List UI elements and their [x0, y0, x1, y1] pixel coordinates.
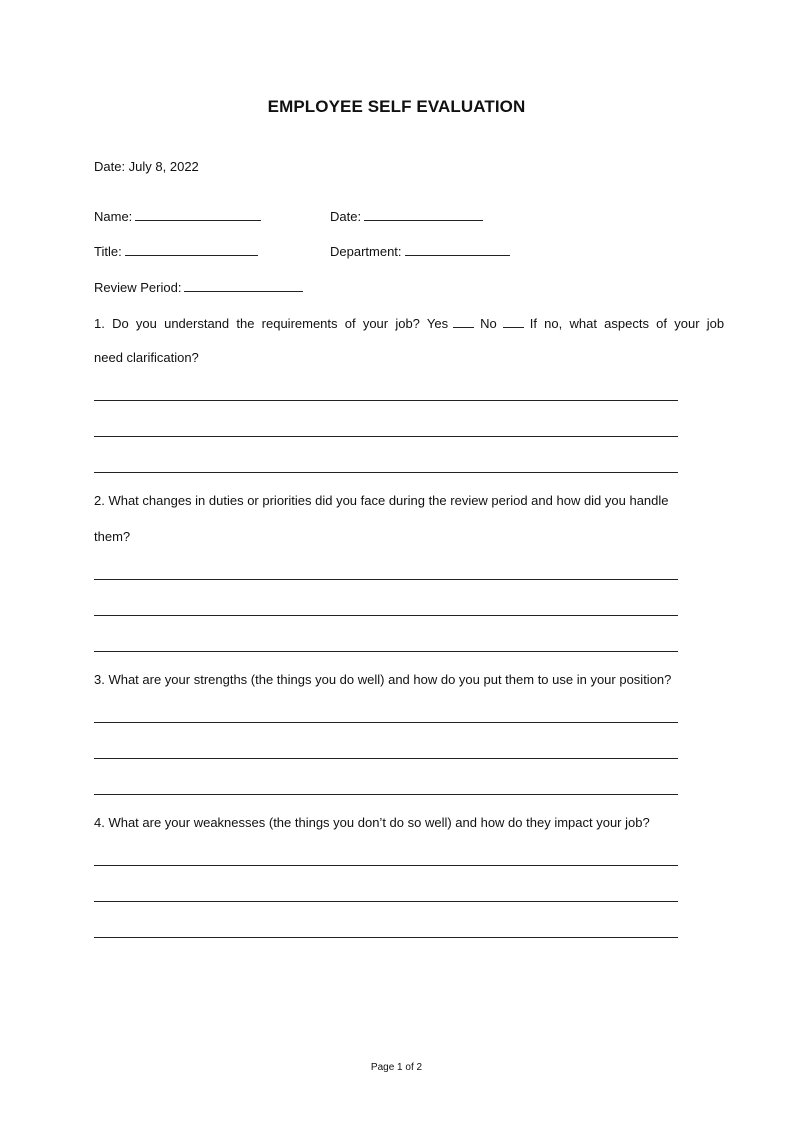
- answer-line[interactable]: [94, 758, 678, 759]
- name-label: Name:: [94, 209, 133, 224]
- title-field: [94, 242, 258, 259]
- date-field: [330, 207, 483, 224]
- name-field: [94, 207, 261, 224]
- yes-blank[interactable]: [453, 314, 474, 328]
- department-field: [330, 242, 510, 259]
- page-title: EMPLOYEE SELF EVALUATION: [267, 97, 526, 116]
- department-label: Department:: [330, 244, 402, 259]
- title-blank[interactable]: [125, 242, 258, 256]
- question-1-tail: If no, what aspects of your job: [529, 316, 725, 331]
- answer-line[interactable]: [94, 722, 678, 723]
- answer-line[interactable]: [94, 865, 678, 866]
- answer-line[interactable]: [94, 937, 678, 938]
- date-label: Date:: [330, 209, 362, 224]
- department-blank[interactable]: [405, 242, 510, 256]
- answer-line[interactable]: [94, 472, 678, 473]
- answer-line[interactable]: [94, 400, 678, 401]
- question-1-line-2: need clarification?: [94, 350, 199, 365]
- answer-line[interactable]: [94, 615, 678, 616]
- answer-line[interactable]: [94, 794, 678, 795]
- review-period-label: Review Period:: [94, 280, 182, 295]
- review-period-blank[interactable]: [184, 278, 303, 292]
- question-1-text: 1. Do you understand the requirements of your job? Yes: [94, 316, 449, 331]
- page-footer: Page 1 of 2: [370, 1062, 423, 1073]
- question-1-line-1: [94, 314, 725, 331]
- answer-line[interactable]: [94, 901, 678, 902]
- question-4-line-1: 4. What are your weaknesses (the things you don’t do so well) and how do they impact your job?: [94, 815, 650, 830]
- question-2-line-2: them?: [94, 529, 131, 544]
- name-blank[interactable]: [135, 207, 261, 221]
- question-1-no-label: No: [480, 316, 497, 331]
- answer-line[interactable]: [94, 579, 678, 580]
- answer-line[interactable]: [94, 436, 678, 437]
- answer-line[interactable]: [94, 651, 678, 652]
- question-2-line-1: 2. What changes in duties or priorities did you face during the review period and how did you handle: [94, 493, 669, 508]
- date-blank[interactable]: [364, 207, 483, 221]
- review-period-field: [94, 278, 303, 295]
- question-3-line-1: 3. What are your strengths (the things you do well) and how do you put them to use in your position?: [94, 672, 672, 687]
- title-label: Title:: [94, 244, 122, 259]
- no-blank[interactable]: [503, 314, 524, 328]
- date-line: Date: July 8, 2022: [94, 159, 199, 174]
